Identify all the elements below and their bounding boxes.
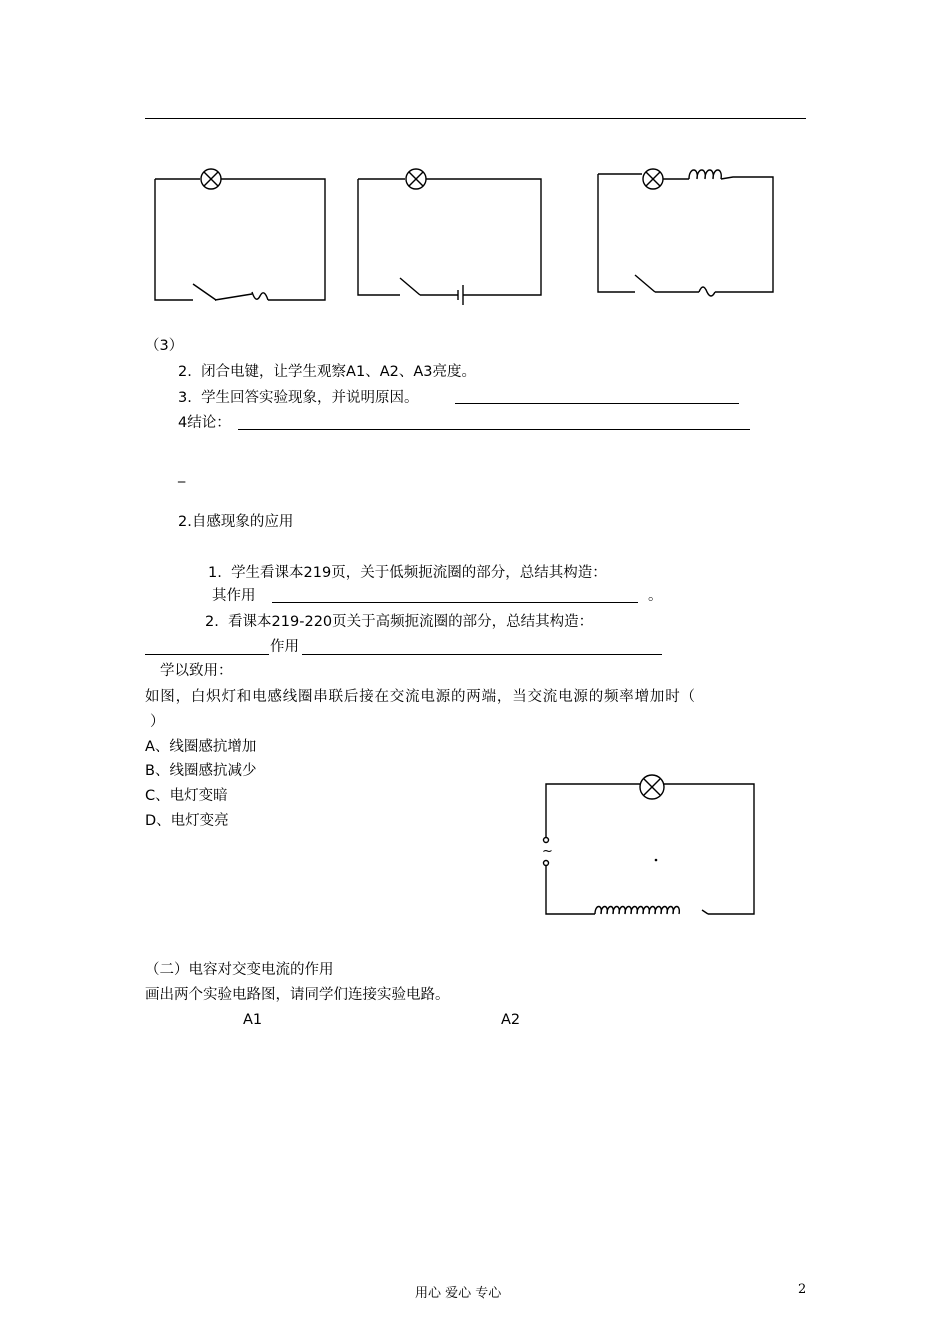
header-rule — [145, 118, 806, 119]
step-text: 结论： — [187, 415, 231, 431]
label-a2: A2 — [501, 1012, 521, 1028]
step-number: 2. — [178, 364, 192, 380]
step-text: 学生回答实验现象，并说明原因。 — [201, 390, 419, 406]
ac-source-icon — [252, 292, 268, 300]
application-item-1 — [208, 564, 607, 582]
item-number: 1. — [208, 565, 222, 581]
period: 。 — [648, 588, 663, 604]
item-text: 看课本219-220页关于高频扼流圈的部分，总结其构造： — [228, 614, 594, 630]
item-number: 2. — [205, 614, 219, 630]
switch-icon — [635, 275, 655, 292]
capacitor-heading: （二）电容对交变电流的作用 — [145, 962, 334, 978]
switch-icon — [400, 278, 420, 295]
section-3-label: （3） — [145, 338, 184, 354]
question-line-2: ） — [150, 714, 165, 730]
step-3 — [178, 389, 419, 407]
option-a[interactable]: A、线圈感抗增加 — [145, 739, 257, 755]
step-4 — [178, 414, 231, 432]
item-text: 学生看课本219页，关于低频扼流圈的部分，总结其构造： — [231, 565, 607, 581]
answer-blank-conclusion[interactable] — [238, 429, 750, 430]
question-line-1: 如图，白炽灯和电感线圈串联后接在交流电源的两端，当交流电源的频率增加时（ — [145, 689, 696, 705]
circuit-diagram-3 — [593, 162, 783, 302]
option-b[interactable]: B、线圈感抗减少 — [145, 763, 257, 779]
question-circuit-diagram — [540, 772, 760, 922]
circuit-diagram-2 — [355, 162, 545, 302]
option-d[interactable]: D、电灯变亮 — [145, 813, 229, 829]
ac-symbol: ~ — [542, 844, 553, 859]
step-text: 闭合电键，让学生观察A1、A2、A3亮度。 — [201, 364, 476, 380]
footer-text: 用心 爱心 专心 — [415, 1286, 502, 1301]
capacitor-instruction: 画出两个实验电路图，请同学们连接实验电路。 — [145, 987, 450, 1003]
role-label-1: 其作用 — [212, 588, 256, 604]
application-item-2 — [205, 613, 593, 631]
application-heading: 2.自感现象的应用 — [178, 514, 294, 530]
step-2 — [178, 363, 476, 381]
label-a1: A1 — [243, 1012, 263, 1028]
role-label-2: 作用 — [270, 639, 299, 655]
blank-dash: _ — [178, 467, 186, 483]
circuit-diagram-1 — [150, 162, 330, 302]
answer-blank-step-3[interactable] — [455, 403, 739, 404]
page-number: 2 — [798, 1282, 807, 1297]
inductor-icon — [595, 907, 679, 915]
option-c[interactable]: C、电灯变暗 — [145, 788, 228, 804]
switch-icon — [193, 284, 216, 300]
ac-source-icon — [699, 287, 715, 296]
practice-heading: 学以致用： — [160, 663, 233, 679]
answer-blank-structure-2[interactable] — [145, 654, 269, 655]
step-number: 4 — [178, 415, 188, 431]
answer-blank-role-2[interactable] — [302, 654, 662, 655]
inductor-icon — [689, 170, 721, 179]
answer-blank-role-1[interactable] — [272, 602, 638, 603]
step-number: 3. — [178, 390, 192, 406]
